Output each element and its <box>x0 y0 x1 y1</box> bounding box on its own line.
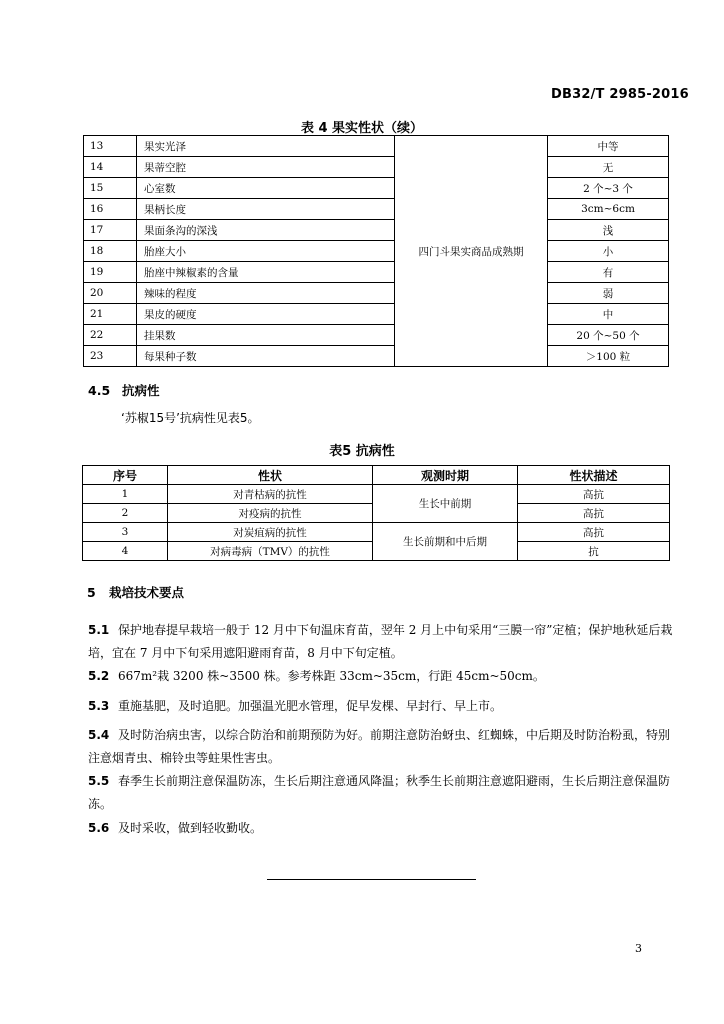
table5 <box>82 465 670 561</box>
table-row <box>84 178 669 199</box>
row-no: 1 <box>83 485 168 504</box>
row-trait: 果皮的硬度 <box>137 304 395 325</box>
row-trait: 辣味的程度 <box>137 283 395 304</box>
clause-number: 5.1 <box>88 623 110 637</box>
row-period: 生长中前期 <box>373 485 518 523</box>
row-trait: 对疫病的抗性 <box>168 504 373 523</box>
row-desc: 高抗 <box>518 485 670 504</box>
end-rule <box>267 879 476 880</box>
table5-header-period: 观测时期 <box>373 466 518 485</box>
section-5-heading <box>87 583 184 601</box>
row-number: 13 <box>84 136 137 157</box>
row-value: 3cm~6cm <box>548 199 669 220</box>
row-value: 弱 <box>548 283 669 304</box>
paragraph-5-4 <box>88 724 673 770</box>
paragraph-5-1 <box>88 619 673 665</box>
clause-text: 春季生长前期注意保温防冻，生长后期注意通风降温；秋季生长前期注意遮阳避雨，生长后期注意保温防冻。 <box>88 774 671 811</box>
row-number: 21 <box>84 304 137 325</box>
section-title: 栽培技术要点 <box>109 585 185 600</box>
table-row <box>84 346 669 367</box>
table-row <box>84 283 669 304</box>
table-row <box>84 220 669 241</box>
row-value: 2 个~3 个 <box>548 178 669 199</box>
row-number: 15 <box>84 178 137 199</box>
row-value: 中等 <box>548 136 669 157</box>
row-trait: 挂果数 <box>137 325 395 346</box>
row-trait: 果面条沟的深浅 <box>137 220 395 241</box>
row-desc: 高抗 <box>518 523 670 542</box>
row-trait: 果实光泽 <box>137 136 395 157</box>
clause-number: 5.6 <box>88 821 110 835</box>
paragraph-5-3 <box>88 695 673 718</box>
clause-text: 保护地春提早栽培一般于 12 月中下旬温床育苗，翌年 2 月上中旬采用“三膜一帘”定植；保护地秋延后栽培，宜在 7 月中下旬采用遮阳避雨育苗，8 月中下旬定植。 <box>88 623 673 660</box>
table5-header-trait: 性状 <box>168 466 373 485</box>
row-value: 小 <box>548 241 669 262</box>
standard-number: DB32/T 2985-2016 <box>551 87 689 102</box>
row-period: 生长前期和中后期 <box>373 523 518 561</box>
clause-number: 5.4 <box>88 728 110 742</box>
row-number: 17 <box>84 220 137 241</box>
table-row <box>84 241 669 262</box>
row-number: 22 <box>84 325 137 346</box>
row-number: 16 <box>84 199 137 220</box>
observation-period: 四门斗果实商品成熟期 <box>395 136 548 367</box>
row-number: 14 <box>84 157 137 178</box>
table4 <box>83 135 669 367</box>
row-trait: 胎座中辣椒素的含量 <box>137 262 395 283</box>
row-number: 23 <box>84 346 137 367</box>
row-trait: 对青枯病的抗性 <box>168 485 373 504</box>
clause-text: 及时采收，做到轻收勤收。 <box>118 821 263 835</box>
row-number: 18 <box>84 241 137 262</box>
row-no: 2 <box>83 504 168 523</box>
row-number: 20 <box>84 283 137 304</box>
paragraph-5-5 <box>88 770 673 816</box>
clause-number: 5.5 <box>88 774 110 788</box>
row-no: 4 <box>83 542 168 561</box>
table-row <box>84 262 669 283</box>
row-trait: 心室数 <box>137 178 395 199</box>
row-no: 3 <box>83 523 168 542</box>
row-value: 中 <box>548 304 669 325</box>
clause-number: 5.2 <box>88 669 110 683</box>
section-number: 4.5 <box>88 383 111 398</box>
clause-text: 667m²栽 3200 株~3500 株。参考株距 33cm~35cm，行距 45cm~50cm。 <box>118 669 545 683</box>
clause-text: 及时防治病虫害，以综合防治和前期预防为好。前期注意防治蚜虫、红蜘蛛，中后期及时防治粉虱，特别注意烟青虫、棉铃虫等蛀果性害虫。 <box>88 728 671 765</box>
row-trait: 果柄长度 <box>137 199 395 220</box>
row-value: ＞100 粒 <box>548 346 669 367</box>
row-trait: 每果种子数 <box>137 346 395 367</box>
paragraph-5-2 <box>88 665 673 688</box>
table-row <box>84 199 669 220</box>
row-value: 浅 <box>548 220 669 241</box>
row-trait: 对炭疽病的抗性 <box>168 523 373 542</box>
section-title: 抗病性 <box>122 383 160 398</box>
row-desc: 高抗 <box>518 504 670 523</box>
section-4-5-heading <box>88 381 160 399</box>
table-row <box>84 304 669 325</box>
table5-header-no: 序号 <box>83 466 168 485</box>
clause-number: 5.3 <box>88 699 110 713</box>
row-value: 有 <box>548 262 669 283</box>
table4-title: 表 4 果实性状（续） <box>300 121 424 136</box>
table-row <box>83 523 670 542</box>
table-row <box>84 136 669 157</box>
section-number: 5 <box>87 585 96 600</box>
row-desc: 抗 <box>518 542 670 561</box>
table-row <box>84 157 669 178</box>
clause-text: 重施基肥，及时追肥。加强温光肥水管理，促早发棵、早封行、早上市。 <box>118 699 503 713</box>
table-row <box>84 325 669 346</box>
row-number: 19 <box>84 262 137 283</box>
page-number: 3 <box>635 942 642 955</box>
row-trait: 胎座大小 <box>137 241 395 262</box>
table-row <box>83 485 670 504</box>
row-trait: 果蒂空腔 <box>137 157 395 178</box>
table5-header-desc: 性状描述 <box>518 466 670 485</box>
row-value: 无 <box>548 157 669 178</box>
table5-title: 表5 抗病性 <box>329 444 395 459</box>
row-trait: 对病毒病（TMV）的抗性 <box>168 542 373 561</box>
table5-reference: ‘苏椒15号’抗病性见表5。 <box>121 411 260 425</box>
row-value: 20 个~50 个 <box>548 325 669 346</box>
paragraph-5-6 <box>88 817 673 840</box>
